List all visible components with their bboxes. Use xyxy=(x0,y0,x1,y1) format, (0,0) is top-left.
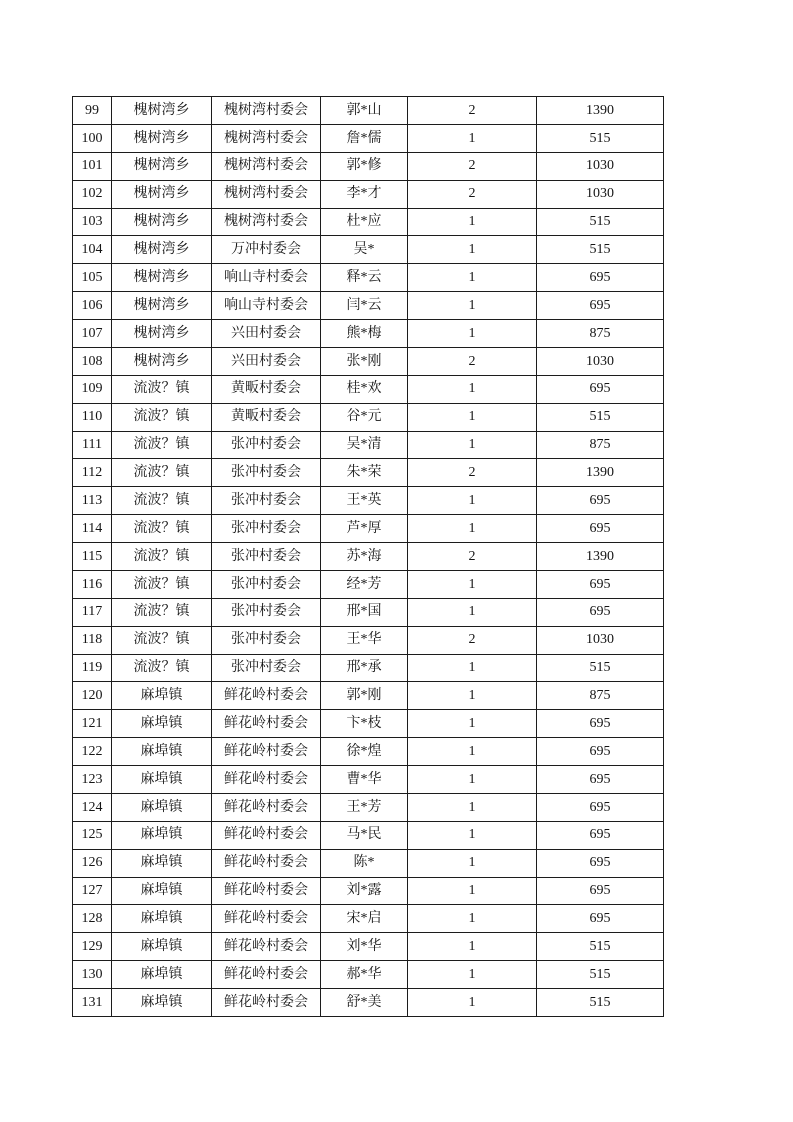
cell-village: 张冲村委会 xyxy=(212,570,321,598)
cell-village: 鲜花岭村委会 xyxy=(212,766,321,794)
cell-village: 鲜花岭村委会 xyxy=(212,961,321,989)
cell-amount: 695 xyxy=(537,375,664,403)
table-row xyxy=(73,738,664,766)
cell-count: 2 xyxy=(408,180,537,208)
cell-no: 113 xyxy=(73,487,112,515)
cell-name: 徐*煌 xyxy=(321,738,408,766)
cell-no: 120 xyxy=(73,682,112,710)
cell-amount: 695 xyxy=(537,905,664,933)
cell-name: 熊*梅 xyxy=(321,320,408,348)
cell-township: 槐树湾乡 xyxy=(112,180,212,208)
cell-count: 1 xyxy=(408,403,537,431)
cell-amount: 1390 xyxy=(537,459,664,487)
cell-village: 张冲村委会 xyxy=(212,543,321,571)
cell-no: 110 xyxy=(73,403,112,431)
cell-amount: 515 xyxy=(537,236,664,264)
cell-township: 槐树湾乡 xyxy=(112,208,212,236)
cell-amount: 695 xyxy=(537,849,664,877)
cell-name: 郭*刚 xyxy=(321,682,408,710)
cell-name: 王*英 xyxy=(321,487,408,515)
cell-township: 槐树湾乡 xyxy=(112,320,212,348)
cell-township: 麻埠镇 xyxy=(112,989,212,1017)
cell-township: 槐树湾乡 xyxy=(112,236,212,264)
cell-amount: 695 xyxy=(537,515,664,543)
cell-name: 李*才 xyxy=(321,180,408,208)
cell-amount: 515 xyxy=(537,403,664,431)
table-row xyxy=(73,459,664,487)
cell-count: 2 xyxy=(408,459,537,487)
cell-no: 104 xyxy=(73,236,112,264)
table-row xyxy=(73,598,664,626)
cell-township: 麻埠镇 xyxy=(112,738,212,766)
cell-township: 麻埠镇 xyxy=(112,933,212,961)
cell-count: 2 xyxy=(408,152,537,180)
cell-count: 1 xyxy=(408,877,537,905)
cell-name: 王*芳 xyxy=(321,793,408,821)
cell-count: 1 xyxy=(408,264,537,292)
cell-name: 邢*承 xyxy=(321,654,408,682)
cell-village: 鲜花岭村委会 xyxy=(212,877,321,905)
cell-amount: 515 xyxy=(537,933,664,961)
cell-amount: 1030 xyxy=(537,152,664,180)
cell-no: 111 xyxy=(73,431,112,459)
cell-name: 郭*修 xyxy=(321,152,408,180)
cell-township: 流波？镇 xyxy=(112,543,212,571)
table-row xyxy=(73,431,664,459)
cell-township: 麻埠镇 xyxy=(112,961,212,989)
table-row xyxy=(73,877,664,905)
cell-count: 1 xyxy=(408,933,537,961)
cell-name: 张*刚 xyxy=(321,347,408,375)
cell-name: 詹*儒 xyxy=(321,124,408,152)
cell-count: 1 xyxy=(408,292,537,320)
cell-amount: 695 xyxy=(537,710,664,738)
cell-village: 张冲村委会 xyxy=(212,598,321,626)
cell-township: 流波？镇 xyxy=(112,515,212,543)
cell-name: 郭*山 xyxy=(321,97,408,125)
cell-no: 105 xyxy=(73,264,112,292)
cell-name: 苏*海 xyxy=(321,543,408,571)
cell-count: 1 xyxy=(408,208,537,236)
cell-township: 麻埠镇 xyxy=(112,821,212,849)
cell-township: 流波？镇 xyxy=(112,598,212,626)
cell-name: 闫*云 xyxy=(321,292,408,320)
table-row xyxy=(73,264,664,292)
table-row xyxy=(73,124,664,152)
table-row xyxy=(73,236,664,264)
cell-amount: 695 xyxy=(537,738,664,766)
cell-no: 121 xyxy=(73,710,112,738)
cell-village: 兴田村委会 xyxy=(212,347,321,375)
cell-amount: 875 xyxy=(537,320,664,348)
cell-count: 2 xyxy=(408,97,537,125)
cell-no: 130 xyxy=(73,961,112,989)
cell-no: 109 xyxy=(73,375,112,403)
table-row xyxy=(73,961,664,989)
cell-name: 释*云 xyxy=(321,264,408,292)
subsidy-table-body xyxy=(73,97,664,1017)
table-row xyxy=(73,375,664,403)
cell-township: 槐树湾乡 xyxy=(112,264,212,292)
cell-count: 1 xyxy=(408,793,537,821)
cell-township: 流波？镇 xyxy=(112,431,212,459)
table-row xyxy=(73,933,664,961)
cell-village: 鲜花岭村委会 xyxy=(212,821,321,849)
cell-no: 123 xyxy=(73,766,112,794)
cell-name: 吴* xyxy=(321,236,408,264)
cell-count: 1 xyxy=(408,905,537,933)
cell-name: 经*芳 xyxy=(321,570,408,598)
cell-count: 1 xyxy=(408,487,537,515)
cell-amount: 1030 xyxy=(537,347,664,375)
cell-no: 122 xyxy=(73,738,112,766)
table-row xyxy=(73,97,664,125)
table-row xyxy=(73,292,664,320)
cell-count: 1 xyxy=(408,598,537,626)
cell-count: 1 xyxy=(408,821,537,849)
cell-no: 119 xyxy=(73,654,112,682)
cell-no: 114 xyxy=(73,515,112,543)
cell-village: 槐树湾村委会 xyxy=(212,152,321,180)
cell-count: 1 xyxy=(408,738,537,766)
cell-no: 100 xyxy=(73,124,112,152)
cell-amount: 875 xyxy=(537,682,664,710)
cell-count: 1 xyxy=(408,320,537,348)
cell-amount: 695 xyxy=(537,821,664,849)
table-row xyxy=(73,180,664,208)
cell-no: 112 xyxy=(73,459,112,487)
cell-count: 1 xyxy=(408,515,537,543)
cell-township: 麻埠镇 xyxy=(112,710,212,738)
table-row xyxy=(73,543,664,571)
cell-township: 麻埠镇 xyxy=(112,905,212,933)
cell-name: 吴*清 xyxy=(321,431,408,459)
cell-no: 124 xyxy=(73,793,112,821)
cell-no: 128 xyxy=(73,905,112,933)
cell-amount: 515 xyxy=(537,208,664,236)
cell-no: 103 xyxy=(73,208,112,236)
cell-count: 1 xyxy=(408,989,537,1017)
cell-name: 宋*启 xyxy=(321,905,408,933)
cell-count: 1 xyxy=(408,124,537,152)
cell-no: 106 xyxy=(73,292,112,320)
cell-village: 鲜花岭村委会 xyxy=(212,710,321,738)
cell-name: 杜*应 xyxy=(321,208,408,236)
table-row xyxy=(73,849,664,877)
cell-village: 黄畈村委会 xyxy=(212,375,321,403)
cell-township: 流波？镇 xyxy=(112,403,212,431)
cell-name: 曹*华 xyxy=(321,766,408,794)
cell-village: 响山寺村委会 xyxy=(212,292,321,320)
cell-no: 129 xyxy=(73,933,112,961)
cell-name: 邢*国 xyxy=(321,598,408,626)
cell-village: 鲜花岭村委会 xyxy=(212,682,321,710)
table-row xyxy=(73,626,664,654)
cell-township: 麻埠镇 xyxy=(112,766,212,794)
table-row xyxy=(73,347,664,375)
cell-village: 黄畈村委会 xyxy=(212,403,321,431)
cell-no: 125 xyxy=(73,821,112,849)
cell-village: 鲜花岭村委会 xyxy=(212,738,321,766)
cell-village: 万冲村委会 xyxy=(212,236,321,264)
cell-amount: 1030 xyxy=(537,180,664,208)
cell-village: 鲜花岭村委会 xyxy=(212,849,321,877)
cell-village: 鲜花岭村委会 xyxy=(212,905,321,933)
cell-no: 126 xyxy=(73,849,112,877)
cell-no: 107 xyxy=(73,320,112,348)
cell-count: 1 xyxy=(408,849,537,877)
cell-village: 张冲村委会 xyxy=(212,515,321,543)
cell-count: 1 xyxy=(408,682,537,710)
cell-name: 朱*荣 xyxy=(321,459,408,487)
cell-village: 张冲村委会 xyxy=(212,459,321,487)
table-row xyxy=(73,654,664,682)
cell-no: 101 xyxy=(73,152,112,180)
cell-amount: 515 xyxy=(537,124,664,152)
cell-no: 99 xyxy=(73,97,112,125)
cell-name: 刘*华 xyxy=(321,933,408,961)
cell-no: 115 xyxy=(73,543,112,571)
cell-village: 鲜花岭村委会 xyxy=(212,989,321,1017)
table-row xyxy=(73,766,664,794)
cell-village: 槐树湾村委会 xyxy=(212,124,321,152)
cell-amount: 695 xyxy=(537,598,664,626)
cell-amount: 875 xyxy=(537,431,664,459)
cell-village: 槐树湾村委会 xyxy=(212,97,321,125)
table-row xyxy=(73,152,664,180)
cell-township: 麻埠镇 xyxy=(112,682,212,710)
table-row xyxy=(73,793,664,821)
cell-count: 1 xyxy=(408,766,537,794)
table-row xyxy=(73,208,664,236)
cell-no: 117 xyxy=(73,598,112,626)
table-row xyxy=(73,821,664,849)
cell-township: 流波？镇 xyxy=(112,375,212,403)
cell-count: 1 xyxy=(408,961,537,989)
table-row xyxy=(73,403,664,431)
cell-township: 槐树湾乡 xyxy=(112,347,212,375)
cell-township: 流波？镇 xyxy=(112,459,212,487)
table-row xyxy=(73,320,664,348)
cell-village: 张冲村委会 xyxy=(212,626,321,654)
cell-amount: 1030 xyxy=(537,626,664,654)
cell-village: 鲜花岭村委会 xyxy=(212,793,321,821)
cell-village: 鲜花岭村委会 xyxy=(212,933,321,961)
cell-township: 槐树湾乡 xyxy=(112,152,212,180)
cell-count: 1 xyxy=(408,654,537,682)
cell-count: 2 xyxy=(408,543,537,571)
cell-township: 麻埠镇 xyxy=(112,849,212,877)
table-row xyxy=(73,570,664,598)
cell-village: 兴田村委会 xyxy=(212,320,321,348)
table-row xyxy=(73,682,664,710)
cell-amount: 695 xyxy=(537,264,664,292)
cell-no: 116 xyxy=(73,570,112,598)
cell-amount: 695 xyxy=(537,766,664,794)
cell-township: 槐树湾乡 xyxy=(112,124,212,152)
cell-count: 2 xyxy=(408,626,537,654)
cell-village: 槐树湾村委会 xyxy=(212,180,321,208)
cell-township: 流波？镇 xyxy=(112,570,212,598)
cell-amount: 695 xyxy=(537,487,664,515)
cell-name: 刘*露 xyxy=(321,877,408,905)
cell-count: 1 xyxy=(408,236,537,264)
cell-name: 舒*美 xyxy=(321,989,408,1017)
cell-township: 槐树湾乡 xyxy=(112,97,212,125)
cell-name: 王*华 xyxy=(321,626,408,654)
cell-township: 流波？镇 xyxy=(112,626,212,654)
cell-township: 流波？镇 xyxy=(112,654,212,682)
cell-amount: 515 xyxy=(537,961,664,989)
cell-village: 槐树湾村委会 xyxy=(212,208,321,236)
cell-name: 桂*欢 xyxy=(321,375,408,403)
table-row xyxy=(73,710,664,738)
cell-village: 响山寺村委会 xyxy=(212,264,321,292)
cell-township: 麻埠镇 xyxy=(112,877,212,905)
cell-name: 马*民 xyxy=(321,821,408,849)
cell-amount: 515 xyxy=(537,989,664,1017)
cell-name: 卞*枝 xyxy=(321,710,408,738)
cell-name: 陈* xyxy=(321,849,408,877)
table-row xyxy=(73,989,664,1017)
cell-amount: 1390 xyxy=(537,543,664,571)
cell-amount: 515 xyxy=(537,654,664,682)
cell-count: 1 xyxy=(408,431,537,459)
cell-amount: 695 xyxy=(537,877,664,905)
cell-village: 张冲村委会 xyxy=(212,654,321,682)
cell-count: 1 xyxy=(408,570,537,598)
cell-name: 谷*元 xyxy=(321,403,408,431)
subsidy-table xyxy=(72,96,664,1017)
cell-amount: 695 xyxy=(537,793,664,821)
cell-no: 118 xyxy=(73,626,112,654)
table-row xyxy=(73,515,664,543)
cell-no: 131 xyxy=(73,989,112,1017)
cell-no: 108 xyxy=(73,347,112,375)
cell-name: 郝*华 xyxy=(321,961,408,989)
cell-village: 张冲村委会 xyxy=(212,431,321,459)
table-row xyxy=(73,905,664,933)
cell-name: 芦*厚 xyxy=(321,515,408,543)
cell-township: 流波？镇 xyxy=(112,487,212,515)
cell-township: 槐树湾乡 xyxy=(112,292,212,320)
cell-no: 102 xyxy=(73,180,112,208)
cell-township: 麻埠镇 xyxy=(112,793,212,821)
cell-amount: 695 xyxy=(537,570,664,598)
cell-amount: 1390 xyxy=(537,97,664,125)
cell-amount: 695 xyxy=(537,292,664,320)
cell-count: 2 xyxy=(408,347,537,375)
cell-village: 张冲村委会 xyxy=(212,487,321,515)
table-row xyxy=(73,487,664,515)
cell-no: 127 xyxy=(73,877,112,905)
cell-count: 1 xyxy=(408,375,537,403)
cell-count: 1 xyxy=(408,710,537,738)
